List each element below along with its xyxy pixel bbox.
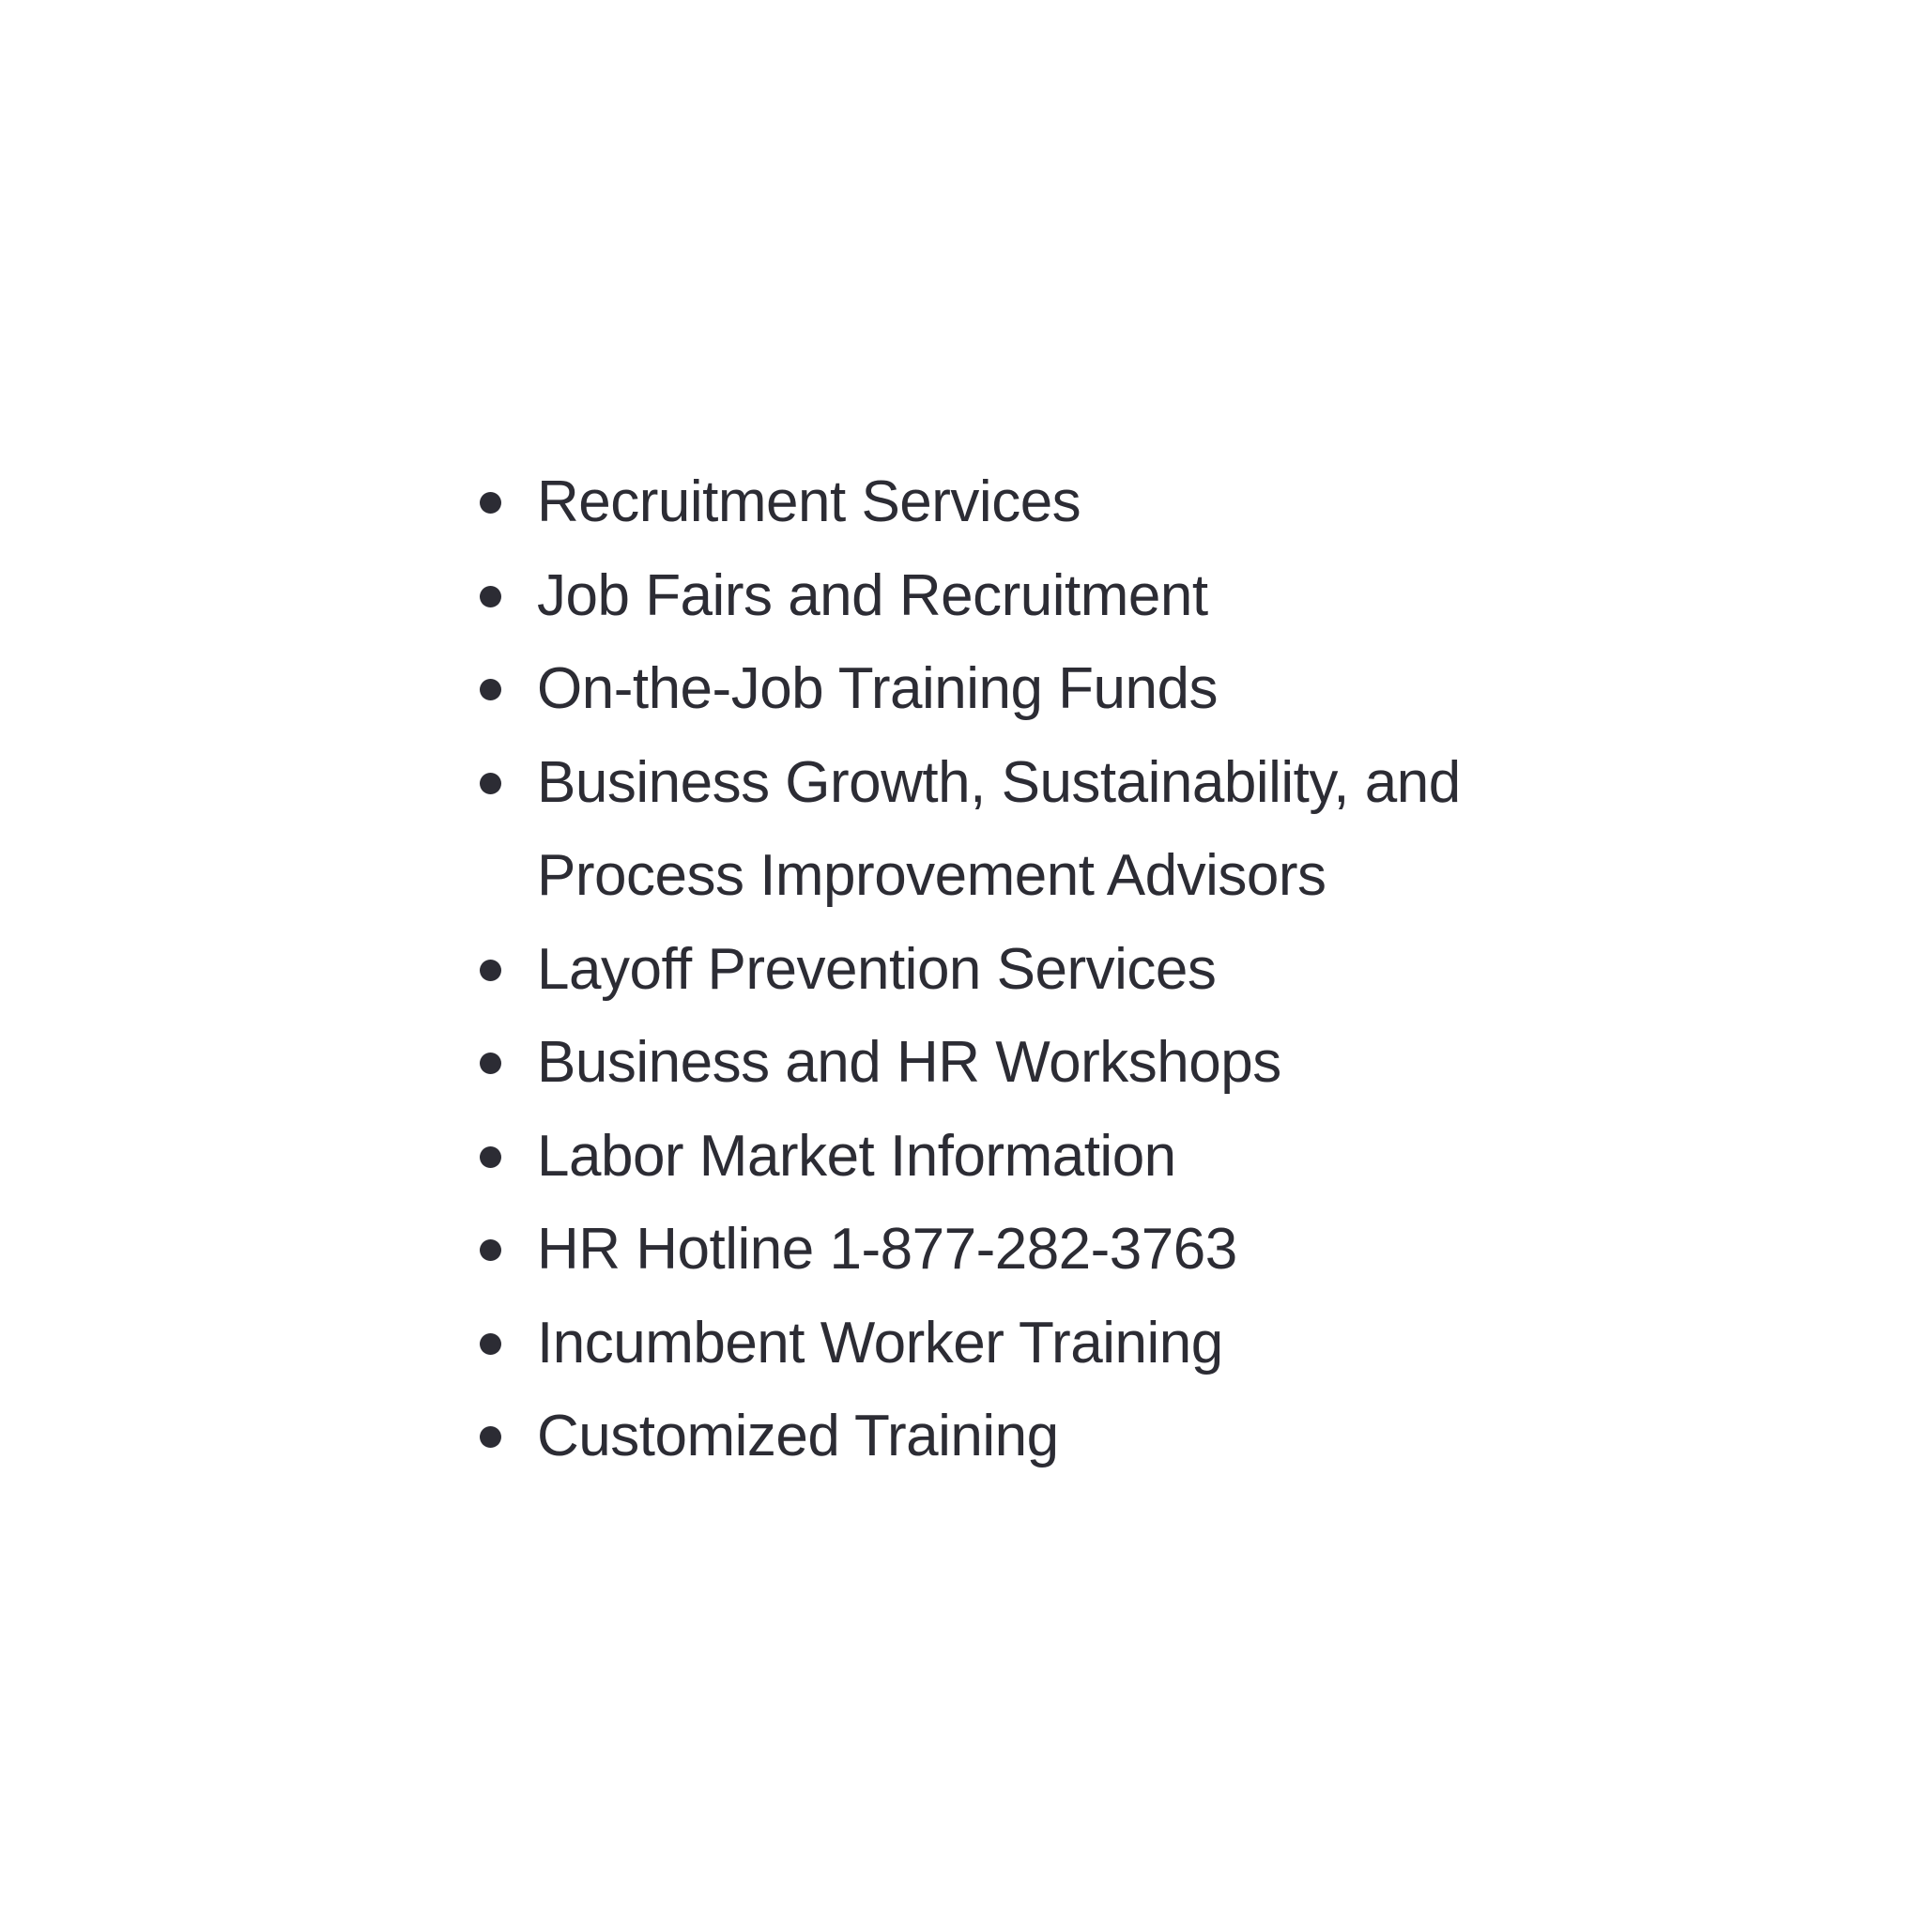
bullet-icon — [480, 1333, 501, 1355]
list-item-text: Labor Market Information — [537, 1123, 1176, 1189]
list-item — [474, 923, 1461, 1017]
list-item — [474, 1110, 1461, 1204]
list-item — [474, 736, 1461, 923]
bullet-icon — [480, 679, 501, 700]
list-item-text: Business Growth, Sustainability, and — [537, 749, 1461, 815]
bullet-icon — [480, 1239, 501, 1261]
list-item-text: Customized Training — [537, 1404, 1059, 1468]
list-item-text: Layoff Prevention Services — [537, 936, 1217, 1002]
list-item — [474, 1016, 1461, 1110]
bullet-icon — [480, 492, 501, 514]
list-item — [474, 1203, 1461, 1297]
bullet-icon — [480, 1146, 501, 1168]
bullet-icon — [480, 960, 501, 981]
services-list — [474, 455, 1461, 1483]
list-item — [474, 1297, 1461, 1391]
list-item — [474, 455, 1461, 549]
list-item-text: On-the-Job Training Funds — [537, 656, 1218, 721]
list-item-text-continuation: Process Improvement Advisors — [537, 843, 1326, 908]
bullet-icon — [480, 1053, 501, 1074]
bullet-icon — [480, 1426, 501, 1448]
list-item — [474, 1390, 1461, 1483]
list-item-text: HR Hotline 1-877-282-3763 — [537, 1217, 1237, 1282]
list-item — [474, 549, 1461, 643]
bullet-icon — [480, 586, 501, 607]
list-item-text: Business and HR Workshops — [537, 1030, 1281, 1095]
list-item — [474, 642, 1461, 736]
list-item-text: Incumbent Worker Training — [537, 1310, 1223, 1375]
bullet-icon — [480, 773, 501, 794]
list-item-text: Job Fairs and Recruitment — [537, 562, 1208, 628]
list-item-text: Recruitment Services — [537, 469, 1081, 534]
